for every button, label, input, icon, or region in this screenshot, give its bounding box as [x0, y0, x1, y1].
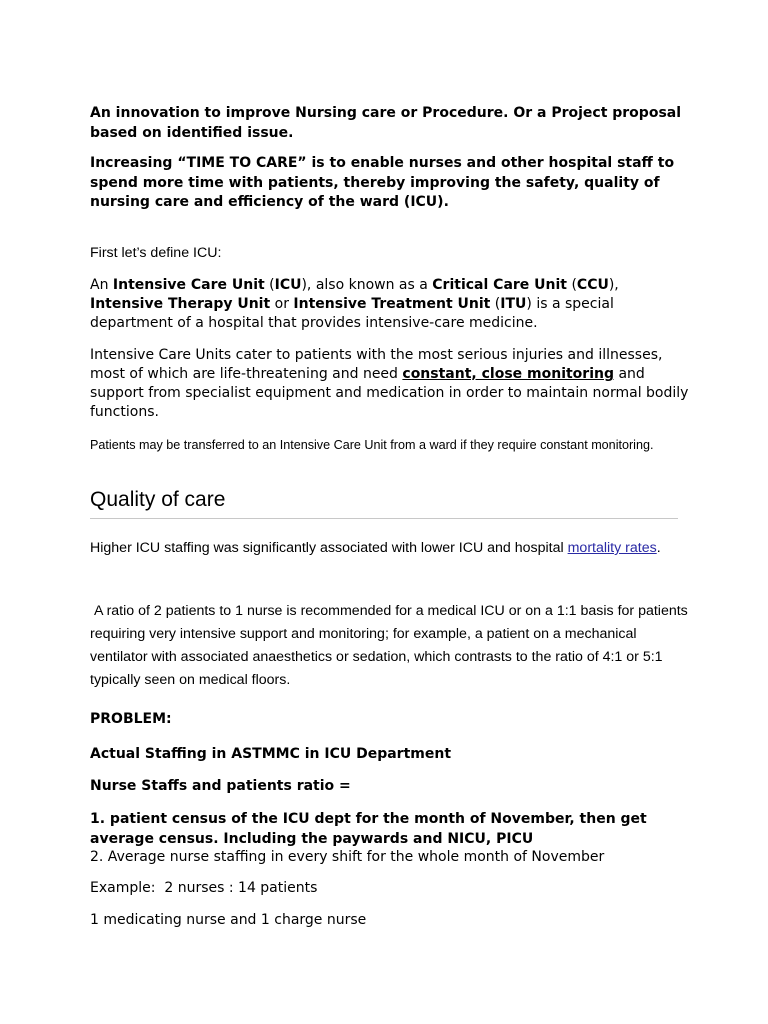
- nurses-line: 1 medicating nurse and 1 charge nurse: [90, 912, 367, 928]
- intro-title: An innovation to improve Nursing care or Procedure. Or a Project proposal based on identified issue.: [90, 105, 682, 141]
- staffing-item: 2. Average nurse staffing in every shift for the whole month of November: [90, 849, 605, 865]
- icu-patients-paragraph: Intensive Care Units cater to patients with the most serious injuries and illnesses, most of which are life-threatening and need constant, close monitoring and support from specialist equipment and medication in order to maintain normal bodily functions.: [90, 347, 689, 420]
- example-line: Example: 2 nurses : 14 patients: [90, 880, 318, 896]
- census-item: 1. patient census of the ICU dept for the month of November, then get average census. Including the paywards and NICU, PICU: [90, 811, 647, 847]
- intro-purpose: Increasing “TIME TO CARE” is to enable nurses and other hospital staff to spend more time with patients, thereby improving the safety, quality of nursing care and efficiency of the ward (ICU).: [90, 155, 675, 210]
- mortality-rates-link[interactable]: mortality rates: [567, 540, 657, 556]
- section-heading-quality: Quality of care: [90, 485, 678, 519]
- icu-definition: An Intensive Care Unit (ICU), also known as a Critical Care Unit (CCU), Intensive Therapy Unit or Intensive Treatment Unit (ITU) is a special department of a hospital that provides intensive-care medicine.: [90, 277, 619, 331]
- staffing-paragraph: Higher ICU staffing was significantly associated with lower ICU and hospital mortality rates.: [90, 540, 661, 556]
- emphasis-monitoring: constant, close monitoring: [402, 366, 614, 382]
- transfer-note: Patients may be transferred to an Intensive Care Unit from a ward if they require constant monitoring.: [90, 438, 654, 452]
- define-lead: First let’s define ICU:: [90, 245, 222, 261]
- problem-label: PROBLEM:: [90, 711, 172, 727]
- ratio-paragraph: A ratio of 2 patients to 1 nurse is recommended for a medical ICU or on a 1:1 basis for patients requiring very intensive support and monitoring; for example, a patient on a mechanical ventilator with associated anaesthetics or sedation, which contrasts to the ratio of 4:1 or 5:1 typically seen on medical floors.: [90, 603, 688, 688]
- nurse-ratio-heading: Nurse Staffs and patients ratio =: [90, 778, 351, 794]
- actual-staffing-heading: Actual Staffing in ASTMMC in ICU Department: [90, 746, 452, 762]
